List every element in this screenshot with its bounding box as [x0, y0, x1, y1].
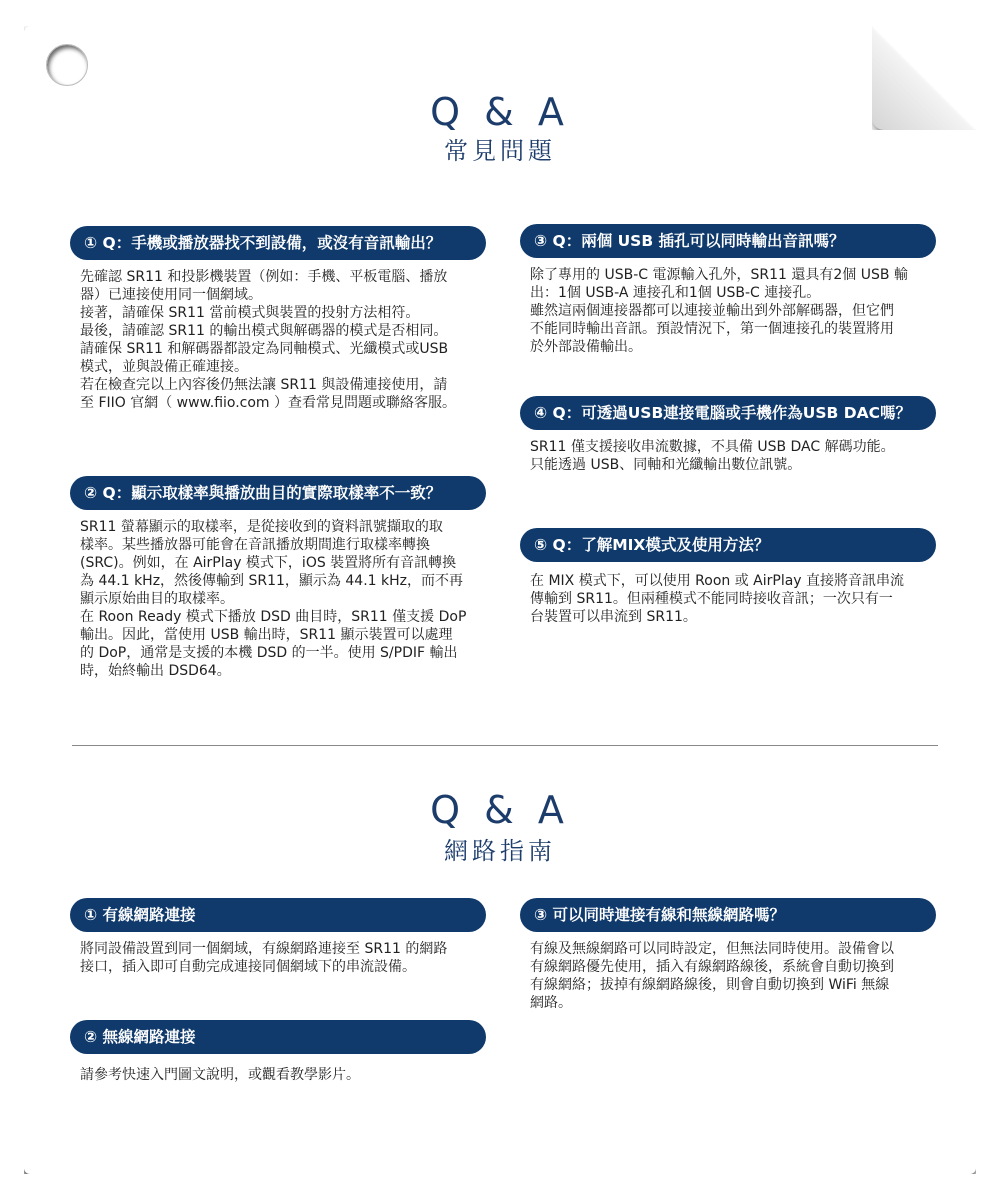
answer-line: 在 MIX 模式下，可以使用 Roon 或 AirPlay 直接將音訊串流: [530, 573, 905, 589]
section-divider: [72, 745, 938, 746]
faq-question-1: ① Q：手機或播放器找不到設備，或沒有音訊輸出？: [70, 226, 486, 260]
answer-line: 請確保 SR11 和解碼器都設定為同軸模式、光纖模式或USB: [80, 341, 449, 357]
faq-question-4: ④ Q：可透過USB連接電腦或手機作為USB DAC嗎？: [520, 396, 936, 430]
answer-line: 有線網絡；拔掉有線網路線後，則會自動切換到 WiFi 無線: [530, 977, 890, 993]
answer-line: 不能同時輸出音訊。預設情況下，第一個連接孔的裝置將用: [530, 321, 894, 337]
network-subtitle: 網路指南: [444, 837, 556, 865]
faq-question-2: ② Q：顯示取樣率與播放曲目的實際取樣率不一致？: [70, 476, 486, 510]
answer-line: 台裝置可以串流到 SR11。: [530, 609, 697, 625]
network-answer-2: [80, 1066, 360, 1084]
answer-line: 在 Roon Ready 模式下播放 DSD 曲目時，SR11 僅支援 DoP: [80, 609, 467, 625]
answer-line: 接著，請確保 SR11 當前模式與裝置的投射方法相符。: [80, 305, 420, 321]
answer-line: (SRC)。例如，在 AirPlay 模式下，iOS 裝置將所有音訊轉換: [80, 555, 457, 571]
network-answer-1: [80, 940, 447, 976]
answer-line: 傳輸到 SR11。但兩種模式不能同時接收音訊；一次只有一: [530, 591, 893, 607]
answer-line: 於外部設備輸出。: [530, 339, 642, 355]
network-answer-3: [530, 940, 894, 1012]
answer-line: 只能透過 USB、同軸和光纖輸出數位訊號。: [530, 457, 802, 473]
answer-line: 至 FIIO 官網（ www.fiio.com ）查看常見問題或聯絡客服。: [80, 395, 457, 411]
answer-line: 最後，請確認 SR11 的輸出模式與解碼器的模式是否相同。: [80, 323, 448, 339]
faq-question-3: ③ Q：兩個 USB 插孔可以同時輸出音訊嗎？: [520, 224, 936, 258]
answer-line: 為 44.1 kHz，然後傳輸到 SR11，顯示為 44.1 kHz，而不再: [80, 573, 463, 589]
answer-line: 若在檢查完以上內容後仍無法讓 SR11 與設備連接使用，請: [80, 377, 448, 393]
answer-line: 輸出。因此，當使用 USB 輸出時，SR11 顯示裝置可以處理: [80, 627, 453, 643]
qa-subtitle: 常見問題: [444, 137, 556, 165]
answer-line: 有線及無線網路可以同時設定，但無法同時使用。設備會以: [530, 941, 894, 957]
faq-answer-4: [530, 438, 895, 474]
network-question-3: ③ 可以同時連接有線和無線網路嗎？: [520, 898, 936, 932]
network-title: Q & A: [430, 788, 570, 832]
answer-line: 出：1個 USB-A 連接孔和1個 USB-C 連接孔。: [530, 285, 821, 301]
faq-answer-5: [530, 572, 904, 626]
answer-line: 樣率。某些播放器可能會在音訊播放期間進行取樣率轉換: [80, 537, 430, 553]
answer-line: 網路。: [530, 995, 572, 1011]
faq-question-5: ⑤ Q：了解MIX模式及使用方法？: [520, 528, 936, 562]
answer-line: SR11 僅支援接收串流數據，不具備 USB DAC 解碼功能。: [530, 439, 895, 455]
answer-line: 雖然這兩個連接器都可以連接並輸出到外部解碼器，但它們: [530, 303, 894, 319]
faq-answer-2: [80, 518, 466, 680]
faq-answer-1: [80, 268, 456, 412]
answer-line: 接口，插入即可自動完成連接同個網域下的串流設備。: [80, 959, 416, 975]
answer-line: 將同設備設置到同一個網域，有線網路連接至 SR11 的網路: [80, 941, 448, 957]
faq-answer-3: [530, 266, 908, 356]
answer-line: 時，始終輸出 DSD64。: [80, 663, 231, 679]
punch-hole: [46, 44, 88, 86]
answer-line: 模式，並與設備正確連接。: [80, 359, 248, 375]
answer-line: SR11 螢幕顯示的取樣率，是從接收到的資料訊號擷取的取: [80, 519, 443, 535]
answer-line: 的 DoP，通常是支援的本機 DSD 的一半。使用 S/PDIF 輸出: [80, 645, 458, 661]
answer-line: 先確認 SR11 和投影機裝置（例如：手機、平板電腦、播放: [80, 269, 448, 285]
answer-line: 顯示原始曲目的取樣率。: [80, 591, 234, 607]
qa-title: Q & A: [430, 90, 570, 134]
answer-line: 除了專用的 USB-C 電源輸入孔外，SR11 還具有2個 USB 輸: [530, 267, 908, 283]
network-question-1: ① 有線網路連接: [70, 898, 486, 932]
answer-line: 請參考快速入門圖文說明，或觀看教學影片。: [80, 1067, 360, 1083]
answer-line: 器）已連接使用同一個網域。: [80, 287, 262, 303]
network-question-2: ② 無線網路連接: [70, 1020, 486, 1054]
answer-line: 有線網路優先使用，插入有線網路線後，系統會自動切換到: [530, 959, 894, 975]
